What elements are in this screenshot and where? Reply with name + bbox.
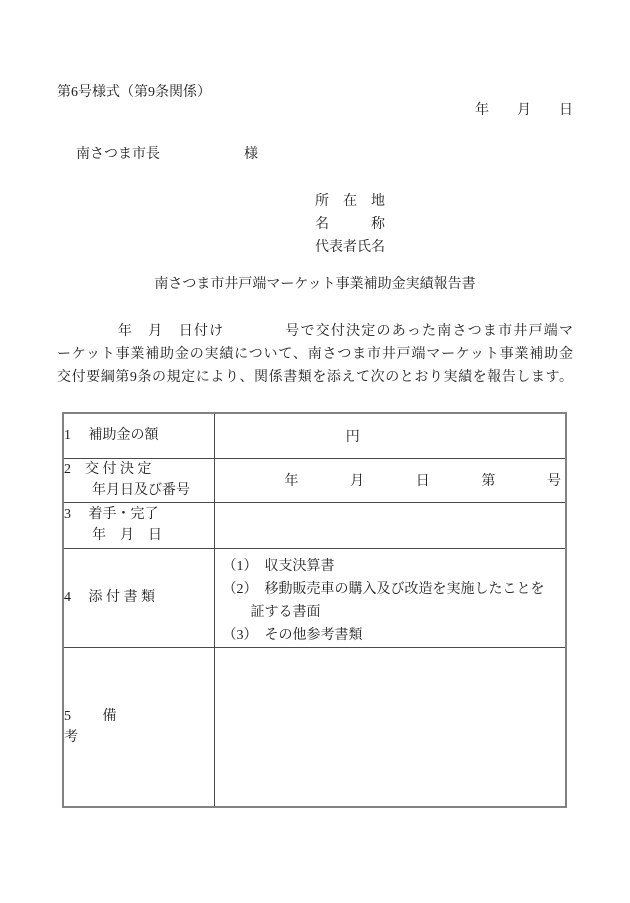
row-label-remarks — [63, 647, 214, 807]
table-row-remarks — [63, 647, 566, 807]
table-row-start-completion-date — [63, 502, 566, 548]
row-content-grant-decision — [214, 458, 566, 502]
date-number-fields — [215, 470, 566, 490]
number-prefix-label: 第 — [481, 474, 496, 489]
day-label: 日 — [415, 474, 430, 489]
body-line: 交付要綱第9条の規定により、関係書類を添えて次のとおり実績を報告します。 — [57, 370, 573, 385]
addressee-block — [57, 190, 573, 259]
month-label: 月 — [350, 474, 365, 489]
name-label: 名 称 — [315, 217, 385, 232]
table-row-grant-decision — [63, 458, 566, 502]
attachment-item-continuation: 証する書面 — [222, 604, 321, 620]
document-title: 南さつま市井戸端マーケット事業補助金実績報告書 — [154, 277, 476, 292]
row-label-grant-decision — [63, 458, 214, 502]
number-suffix-label: 号 — [547, 474, 561, 489]
row-label-line: 3 着手・完了 — [64, 507, 159, 522]
body-line: 年 月 日付け 号で交付決定のあった南さつま市井戸端マ — [57, 324, 573, 339]
row-content-start-completion-date — [214, 502, 566, 548]
row-label-line: 4 添 付 書 類 — [64, 590, 155, 605]
form-number: 第6号様式（第9条関係） — [57, 85, 211, 100]
row-label-line: 年 月 日 — [64, 528, 162, 543]
report-table — [62, 412, 567, 808]
row-label-line: 年月日及び番号 — [64, 483, 190, 498]
row-label-subsidy-amount — [63, 413, 214, 458]
body-line: ーケット事業補助金の実績について、南さつま市井戸端マーケット事業補助金 — [57, 347, 573, 362]
row-content-subsidy-amount — [214, 413, 566, 458]
row-label-attached-documents — [63, 548, 214, 647]
attachment-item: （3） その他参考書類 — [222, 627, 363, 643]
row-content-remarks — [214, 647, 566, 807]
recipient-line: 南さつま市長 様 — [76, 147, 258, 162]
row-content-attached-documents — [214, 548, 566, 647]
row-label-line: 2 交 付 決 定 — [64, 462, 152, 477]
table-row-attached-documents — [63, 548, 566, 647]
attached-documents-list — [215, 549, 566, 647]
year-label: 年 — [284, 474, 299, 489]
row-label-line: 1 補助金の額 — [64, 428, 159, 444]
table-row-subsidy-amount — [63, 413, 566, 458]
date-line: 年 月 日 — [475, 103, 573, 118]
row-label-line: 5 備 考 — [64, 708, 201, 745]
body-paragraph — [57, 320, 573, 389]
representative-label: 代表者氏名 — [315, 240, 385, 255]
attachment-item: （1） 収支決算書 — [222, 558, 335, 574]
row-label-start-completion-date — [63, 502, 214, 548]
yen-unit: 円 — [345, 429, 360, 445]
location-label: 所 在 地 — [315, 194, 385, 209]
attachment-item: （2） 移動販売車の購入及び改造を実施したことを — [222, 581, 545, 597]
